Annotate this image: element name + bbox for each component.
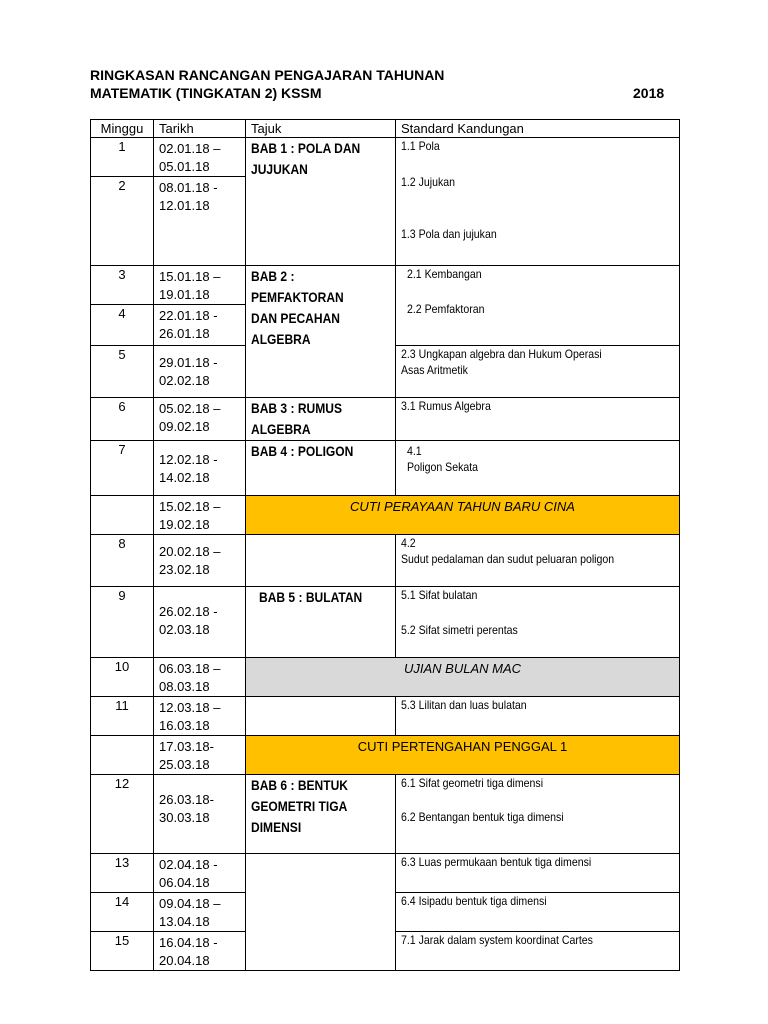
tajuk-cell [246,697,396,736]
col-header-minggu: Minggu [91,120,154,138]
holiday-band: CUTI PERTENGAHAN PENGGAL 1 [246,736,680,775]
standard-cell [396,266,680,346]
minggu-cell: 7 [91,441,154,496]
standard-cell [396,697,680,736]
sk-item: 4.1 [407,444,422,458]
tajuk-cell [246,398,396,441]
sk-item: 5.3 Lilitan dan luas bulatan [401,698,527,712]
tarikh-cell: 22.01.18 - 26.01.18 [154,305,246,346]
tarikh-cell: 12.02.18 - 14.02.18 [154,441,246,496]
col-header-standard: Standard Kandungan [396,120,680,138]
tarikh-cell: 12.03.18 – 16.03.18 [154,697,246,736]
sk-item: Asas Aritmetik [401,363,468,377]
standard-cell [396,346,680,398]
doc-title-line2: MATEMATIK (TINGKATAN 2) KSSM [90,85,322,101]
table-row [91,138,680,177]
bab-title: BAB 3 : RUMUS [251,400,342,416]
holiday-band: CUTI PERAYAAN TAHUN BARU CINA [246,496,680,535]
tarikh-cell: 08.01.18 - 12.01.18 [154,177,246,266]
bab-title: BAB 2 : [251,268,295,284]
tajuk-cell [246,138,396,266]
sk-item: 1.2 Jujukan [401,175,456,189]
minggu-cell: 9 [91,587,154,658]
tajuk-cell [246,854,396,971]
minggu-cell: 5 [91,346,154,398]
table-row [91,736,680,775]
sk-item: 4.2 [401,536,416,550]
table-row [91,658,680,697]
sk-item: 1.3 Pola dan jujukan [401,227,497,241]
sk-item: 1.1 Pola [401,139,440,153]
minggu-cell: 13 [91,854,154,893]
tarikh-cell: 15.02.18 – 19.02.18 [154,496,246,535]
standard-cell [396,587,680,658]
tarikh-cell: 06.03.18 – 08.03.18 [154,658,246,697]
standard-cell [396,535,680,587]
minggu-cell [91,736,154,775]
standard-cell [396,932,680,971]
table-row [91,854,680,893]
tarikh-cell: 26.03.18- 30.03.18 [154,775,246,854]
tarikh-cell: 17.03.18- 25.03.18 [154,736,246,775]
bab-title: PEMFAKTORAN [251,289,344,305]
exam-band: UJIAN BULAN MAC [246,658,680,697]
standard-cell [396,398,680,441]
minggu-cell: 1 [91,138,154,177]
tarikh-cell: 05.02.18 – 09.02.18 [154,398,246,441]
minggu-cell: 6 [91,398,154,441]
table-row [91,441,680,496]
minggu-cell: 10 [91,658,154,697]
tarikh-cell: 20.02.18 – 23.02.18 [154,535,246,587]
standard-cell [396,854,680,893]
tarikh-cell: 02.04.18 - 06.04.18 [154,854,246,893]
bab-title: ALGEBRA [251,331,311,347]
sk-item: 2.1 Kembangan [407,267,482,281]
bab-title: DIMENSI [251,819,302,835]
sk-item: 6.1 Sifat geometri tiga dimensi [401,776,544,790]
table-header-row [91,120,680,138]
sk-item: 3.1 Rumus Algebra [401,399,491,413]
sk-item: 6.4 Isipadu bentuk tiga dimensi [401,894,547,908]
sk-item: 6.3 Luas permukaan bentuk tiga dimensi [401,855,592,869]
minggu-cell: 11 [91,697,154,736]
sk-item: 6.2 Bentangan bentuk tiga dimensi [401,810,564,824]
table-row [91,587,680,658]
bab-title: ALGEBRA [251,421,311,437]
bab-title: BAB 1 : POLA DAN JUJUKAN [251,140,361,177]
bab-title: BAB 6 : BENTUK [251,777,348,793]
minggu-cell [91,496,154,535]
standard-cell [396,441,680,496]
tarikh-cell: 16.04.18 - 20.04.18 [154,932,246,971]
sk-item: 7.1 Jarak dalam system koordinat Cartes [401,933,593,947]
minggu-cell: 4 [91,305,154,346]
tarikh-cell: 02.01.18 – 05.01.18 [154,138,246,177]
tarikh-cell: 15.01.18 – 19.01.18 [154,266,246,305]
table-row [91,496,680,535]
tajuk-cell [246,587,396,658]
minggu-cell: 2 [91,177,154,266]
col-header-tarikh: Tarikh [154,120,246,138]
table-row [91,535,680,587]
tajuk-cell [246,266,396,398]
tajuk-cell [246,441,396,496]
tajuk-cell [246,535,396,587]
table-row [91,266,680,305]
minggu-cell: 3 [91,266,154,305]
table-row [91,398,680,441]
doc-year: 2018 [633,85,665,101]
bab-title: DAN PECAHAN [251,310,340,326]
minggu-cell: 14 [91,893,154,932]
sk-item: 2.2 Pemfaktoran [407,302,485,316]
table-row [91,697,680,736]
doc-title-line1: RINGKASAN RANCANGAN PENGAJARAN TAHUNAN [90,67,445,83]
tajuk-cell [246,775,396,854]
bab-title: BAB 4 : POLIGON [251,443,354,459]
minggu-cell: 8 [91,535,154,587]
col-header-tajuk: Tajuk [246,120,396,138]
minggu-cell: 15 [91,932,154,971]
rpt-table [90,119,680,971]
sk-item: Poligon Sekata [407,460,479,474]
tarikh-cell: 29.01.18 - 02.02.18 [154,346,246,398]
sk-item: Sudut pedalaman dan sudut peluaran poligon [401,552,615,566]
standard-cell [396,138,680,266]
bab-title: BAB 5 : BULATAN [259,589,363,605]
standard-cell [396,893,680,932]
sk-item: 5.2 Sifat simetri perentas [401,623,518,637]
table-row [91,775,680,854]
standard-cell [396,775,680,854]
tarikh-cell: 09.04.18 – 13.04.18 [154,893,246,932]
sk-item: 2.3 Ungkapan algebra dan Hukum Operasi [401,347,602,361]
minggu-cell: 12 [91,775,154,854]
tarikh-cell: 26.02.18 - 02.03.18 [154,587,246,658]
sk-item: 5.1 Sifat bulatan [401,588,478,602]
bab-title: GEOMETRI TIGA [251,798,348,814]
